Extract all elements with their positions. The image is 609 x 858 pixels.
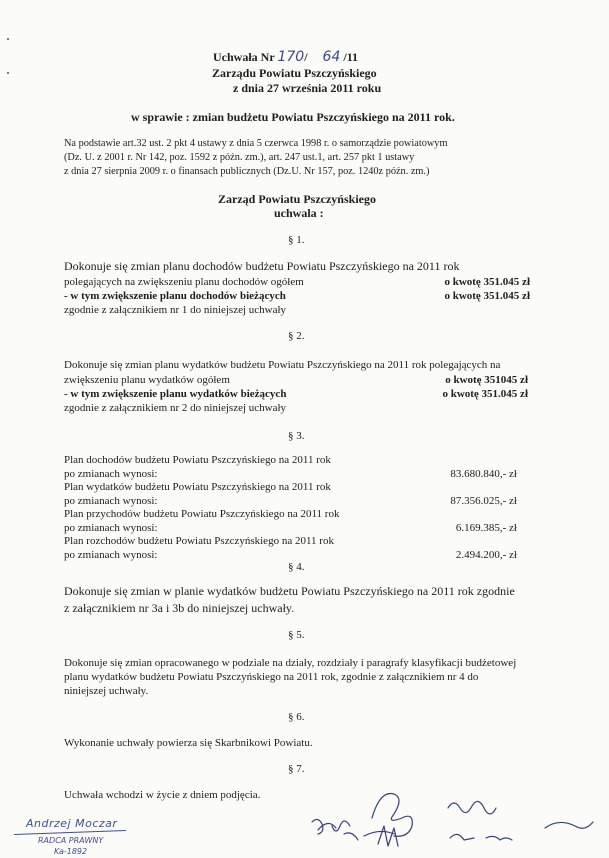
section-heading: § 1. bbox=[288, 234, 305, 246]
legal-basis-line: (Dz. U. z 2001 r. Nr 142, poz. 1592 z późn. zm.), art. 247 ust.1, art. 257 pkt 1 ustawy bbox=[64, 152, 415, 163]
plan-amount: 6.169.385,- zł bbox=[455, 522, 517, 534]
title-prefix: Uchwała Nr bbox=[213, 50, 275, 64]
handwritten-number: 170 bbox=[277, 49, 305, 65]
resolves-subheading: uchwala : bbox=[274, 206, 324, 220]
subject: w sprawie : zmian budżetu Powiatu Pszczyńskiego na 2011 rok. bbox=[131, 110, 455, 124]
plan-label: Plan dochodów budżetu Powiatu Pszczyńskiego na 2011 rok bbox=[64, 454, 331, 466]
handwritten-number: 64 bbox=[322, 49, 341, 65]
section-5-line: planu wydatków budżetu Powiatu Pszczyńskiego na 2011 rok, zgodnie z załącznikiem nr 4 do bbox=[64, 671, 479, 683]
section-heading: § 2. bbox=[288, 330, 305, 342]
document-date: z dnia 27 września 2011 roku bbox=[233, 81, 382, 95]
section-2-line: zgodnie z załącznikiem nr 2 do niniejszej uchwały bbox=[64, 402, 287, 414]
section-2-line: Dokonuje się zmian planu wydatków budżetu Powiatu Pszczyńskiego na 2011 rok polegających na bbox=[64, 359, 501, 371]
section-2-line: zwiększeniu planu wydatków ogółem bbox=[64, 374, 230, 386]
section-1-line: - w tym zwiększenie planu dochodów bieżących bbox=[64, 290, 286, 302]
plan-label: po zmianach wynosi: bbox=[64, 468, 158, 480]
section-heading: § 7. bbox=[288, 763, 305, 775]
plan-amount: 83.680.840,- zł bbox=[450, 468, 517, 480]
section-heading: § 6. bbox=[288, 711, 305, 723]
resolves-heading: Zarząd Powiatu Pszczyńskiego bbox=[218, 192, 376, 206]
section-4-line: z załącznikiem nr 3a i 3b do niniejszej uchwały. bbox=[64, 601, 295, 615]
plan-label: Plan rozchodów budżetu Powiatu Pszczyńskiego na 2011 rok bbox=[64, 535, 334, 547]
section-7-line: Uchwała wchodzi w życie z dniem podjęcia. bbox=[64, 789, 261, 801]
slash: / bbox=[304, 50, 308, 64]
signature-4 bbox=[545, 822, 593, 828]
section-6-line: Wykonanie uchwały powierza się Skarbnikowi Powiatu. bbox=[64, 737, 313, 749]
stamp-name: Andrzej Moczar bbox=[26, 817, 118, 830]
stamp-number: Ka-1892 bbox=[54, 847, 88, 856]
amount: o kwotę 351.045 zł bbox=[442, 388, 528, 400]
legal-basis-line: Na podstawie art.32 ust. 2 pkt 4 ustawy z dnia 5 czerwca 1998 r. o samorządzie powiatowym bbox=[64, 138, 448, 149]
section-heading: § 3. bbox=[288, 430, 305, 442]
signature-2 bbox=[364, 794, 412, 847]
section-4-line: Dokonuje się zmian w planie wydatków budżetu Powiatu Pszczyńskiego na 2011 rok zgodnie bbox=[64, 584, 515, 598]
amount: o kwotę 351045 zł bbox=[445, 374, 528, 386]
signature-1 bbox=[312, 819, 358, 840]
section-5-line: niniejszej uchwały. bbox=[64, 685, 149, 697]
section-2-line: - w tym zwiększenie planu wydatków bieżących bbox=[64, 388, 287, 400]
section-1-line: zgodnie z załącznikiem nr 1 do niniejszej uchwały bbox=[64, 304, 287, 316]
number-suffix: /11 bbox=[343, 50, 359, 64]
plan-label: Plan przychodów budżetu Powiatu Pszczyńskiego na 2011 rok bbox=[64, 508, 340, 520]
plan-amount: 87.356.025,- zł bbox=[450, 495, 517, 507]
section-1-line: Dokonuje się zmian planu dochodów budżetu Powiatu Pszczyńskiego na 2011 rok bbox=[64, 259, 460, 273]
plan-label: po zmianach wynosi: bbox=[64, 495, 158, 507]
section-heading: § 5. bbox=[288, 629, 305, 641]
issuer: Zarządu Powiatu Pszczyńskiego bbox=[212, 66, 377, 80]
amount: o kwotę 351.045 zł bbox=[444, 290, 530, 302]
stamp-title: RADCA PRAWNY bbox=[38, 836, 104, 845]
signature-3 bbox=[448, 801, 512, 840]
section-heading: § 4. bbox=[288, 561, 305, 573]
section-1-line: polegających na zwiększeniu planu dochodów ogółem bbox=[64, 276, 304, 288]
plan-label: po zmianach wynosi: bbox=[64, 549, 158, 561]
legal-basis-line: z dnia 27 sierpnia 2009 r. o finansach publicznych (Dz.U. Nr 157, poz. 1240z późn. zm.) bbox=[64, 166, 430, 177]
plan-label: Plan wydatków budżetu Powiatu Pszczyńskiego na 2011 rok bbox=[64, 481, 331, 493]
amount: o kwotę 351.045 zł bbox=[444, 276, 530, 288]
section-5-line: Dokonuje się zmian opracowanego w podziale na działy, rozdziały i paragrafy klasyfikacji budżetowej bbox=[64, 657, 517, 669]
plan-label: po zmianach wynosi: bbox=[64, 522, 158, 534]
plan-amount: 2.494.200,- zł bbox=[455, 549, 517, 561]
